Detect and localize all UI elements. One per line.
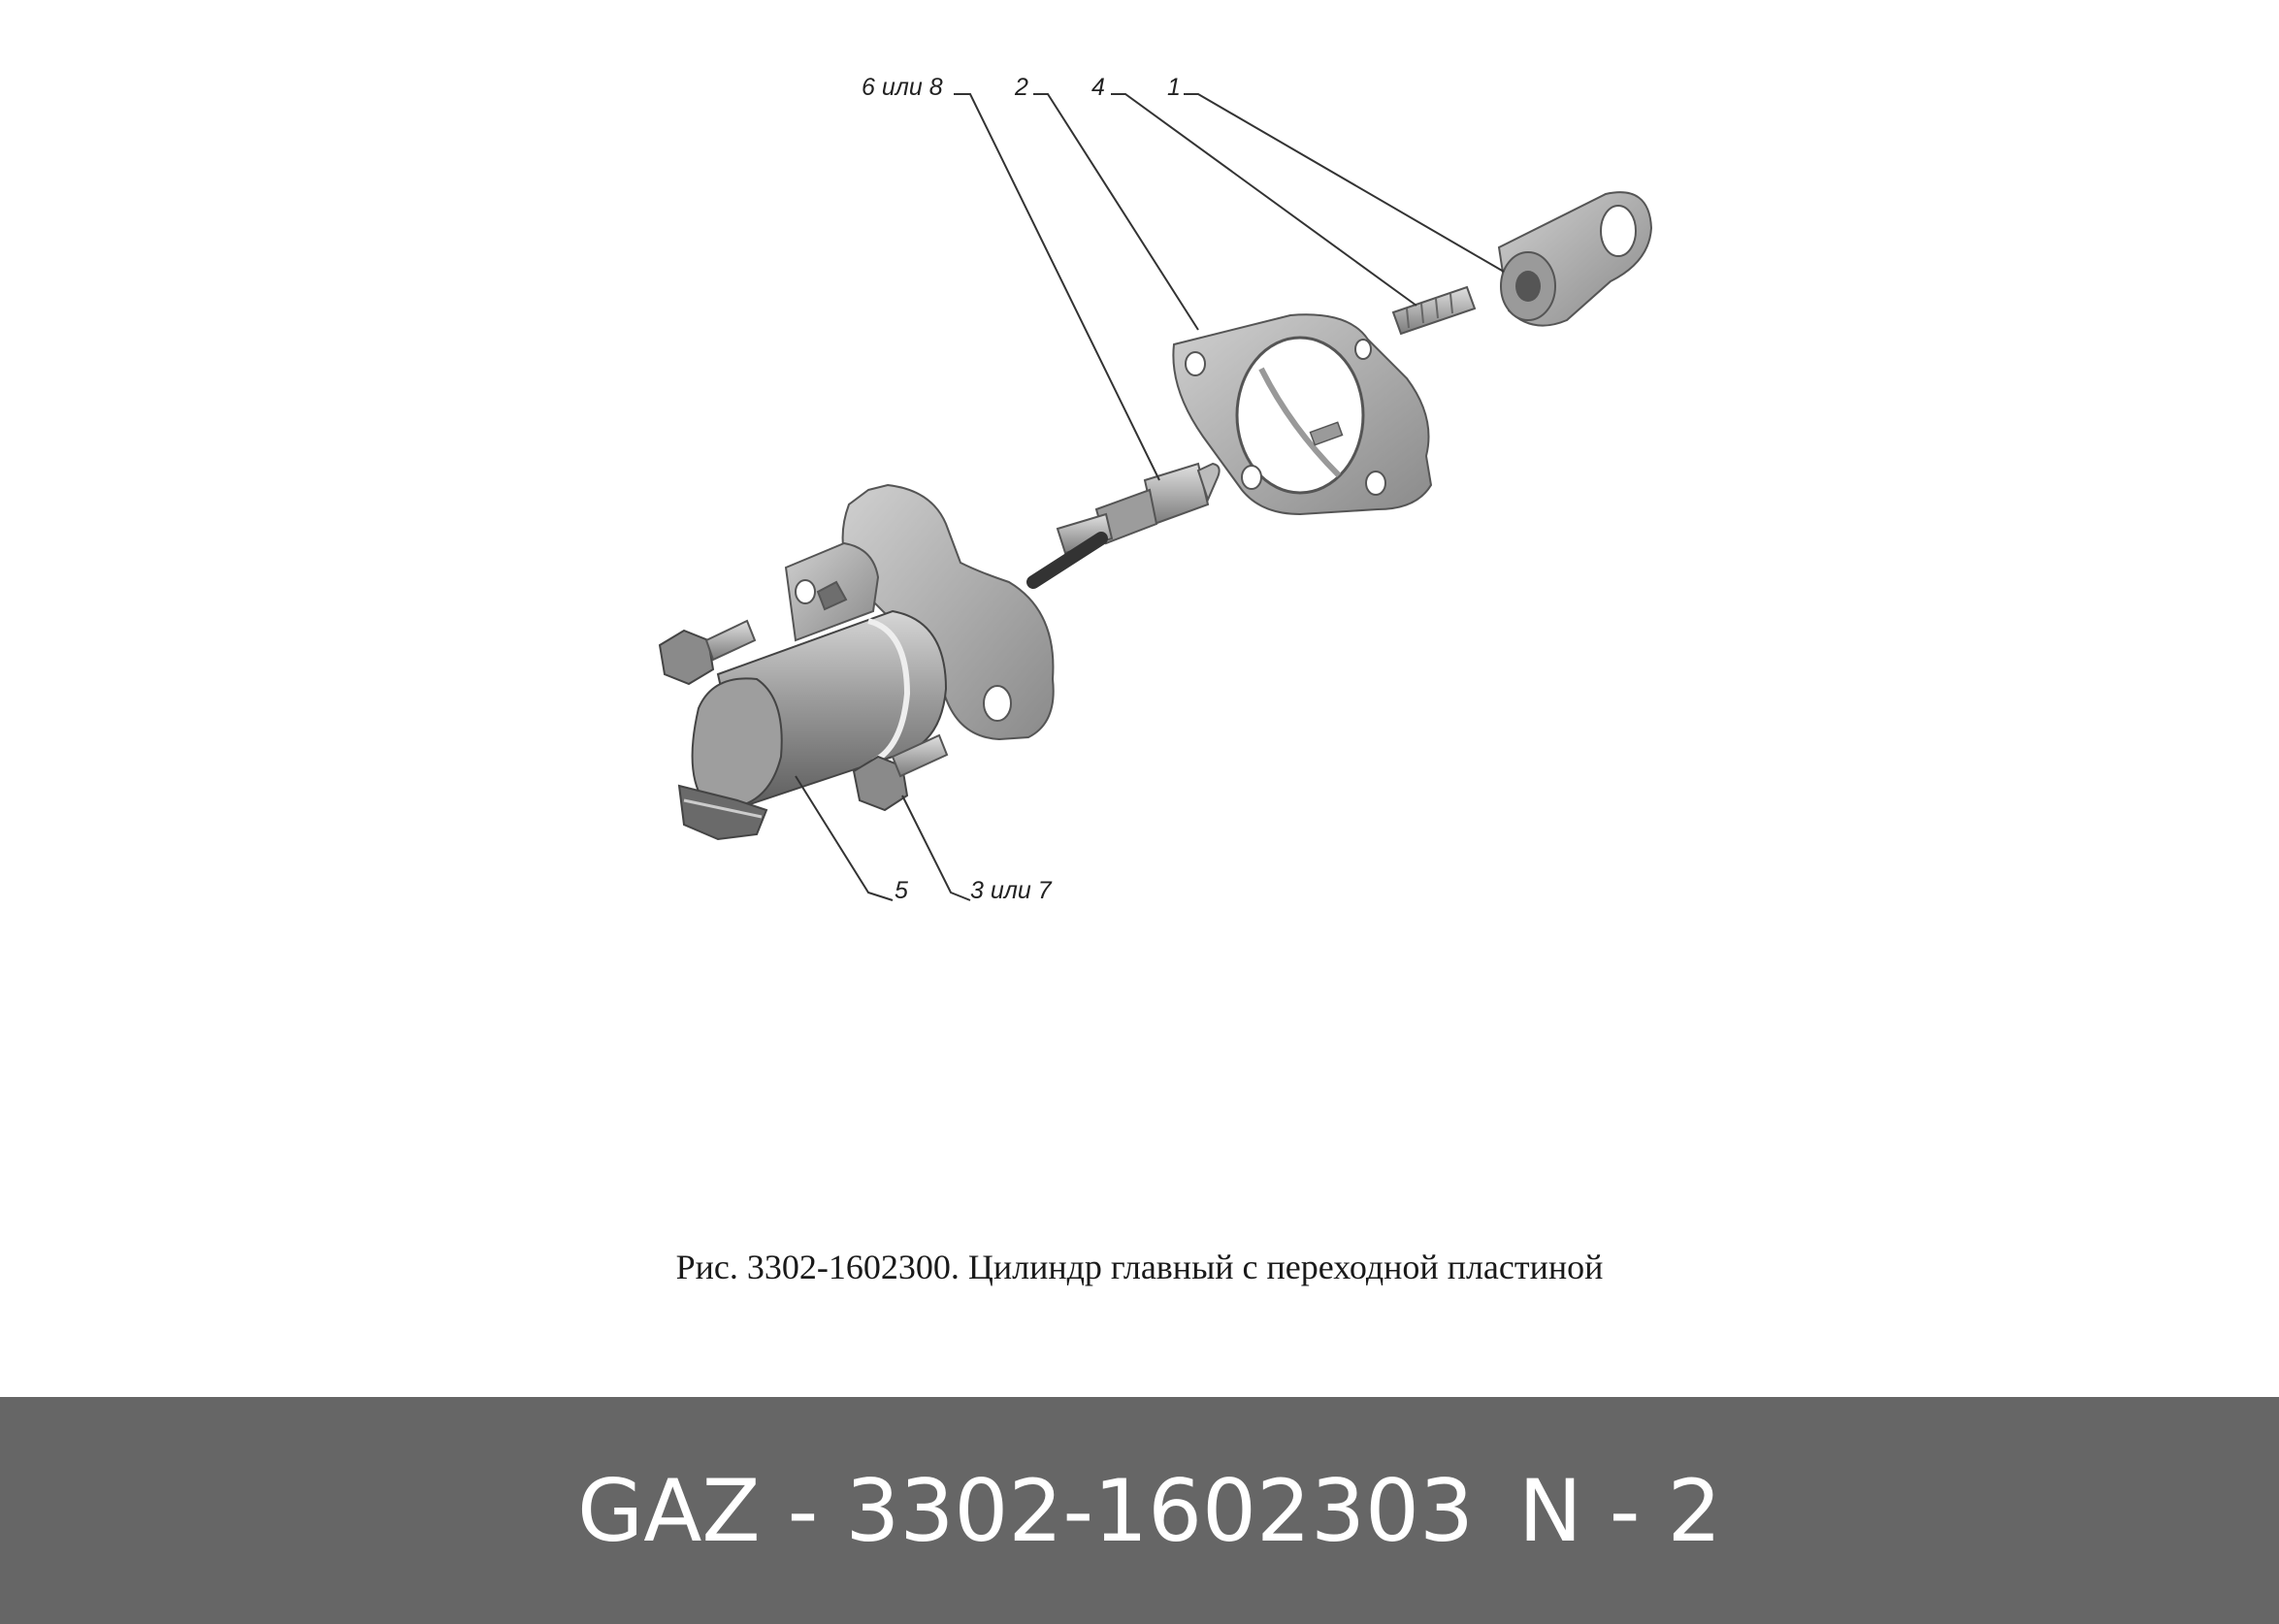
clevis-part-1 (1499, 192, 1651, 325)
callout-label-1: 1 (1167, 74, 1181, 101)
callout-label-5: 5 (895, 877, 908, 904)
callout-label-6-or-8: 6 или 8 (862, 74, 943, 101)
part-number: GAZ - 3302-1602303 (577, 1461, 1474, 1561)
figure-caption: Рис. 3302-1602300. Цилиндр главный с переходной пластиной (675, 1248, 1604, 1286)
quantity-label: N - 2 (1518, 1461, 1722, 1561)
callout-label-4: 4 (1091, 74, 1105, 101)
part-info-banner (0, 1397, 2279, 1624)
callout-label-3-or-7: 3 или 7 (970, 877, 1052, 904)
fitting-part-6-8 (1058, 464, 1220, 553)
callout-label-2: 2 (1015, 74, 1028, 101)
stud-part-4 (1393, 287, 1475, 334)
